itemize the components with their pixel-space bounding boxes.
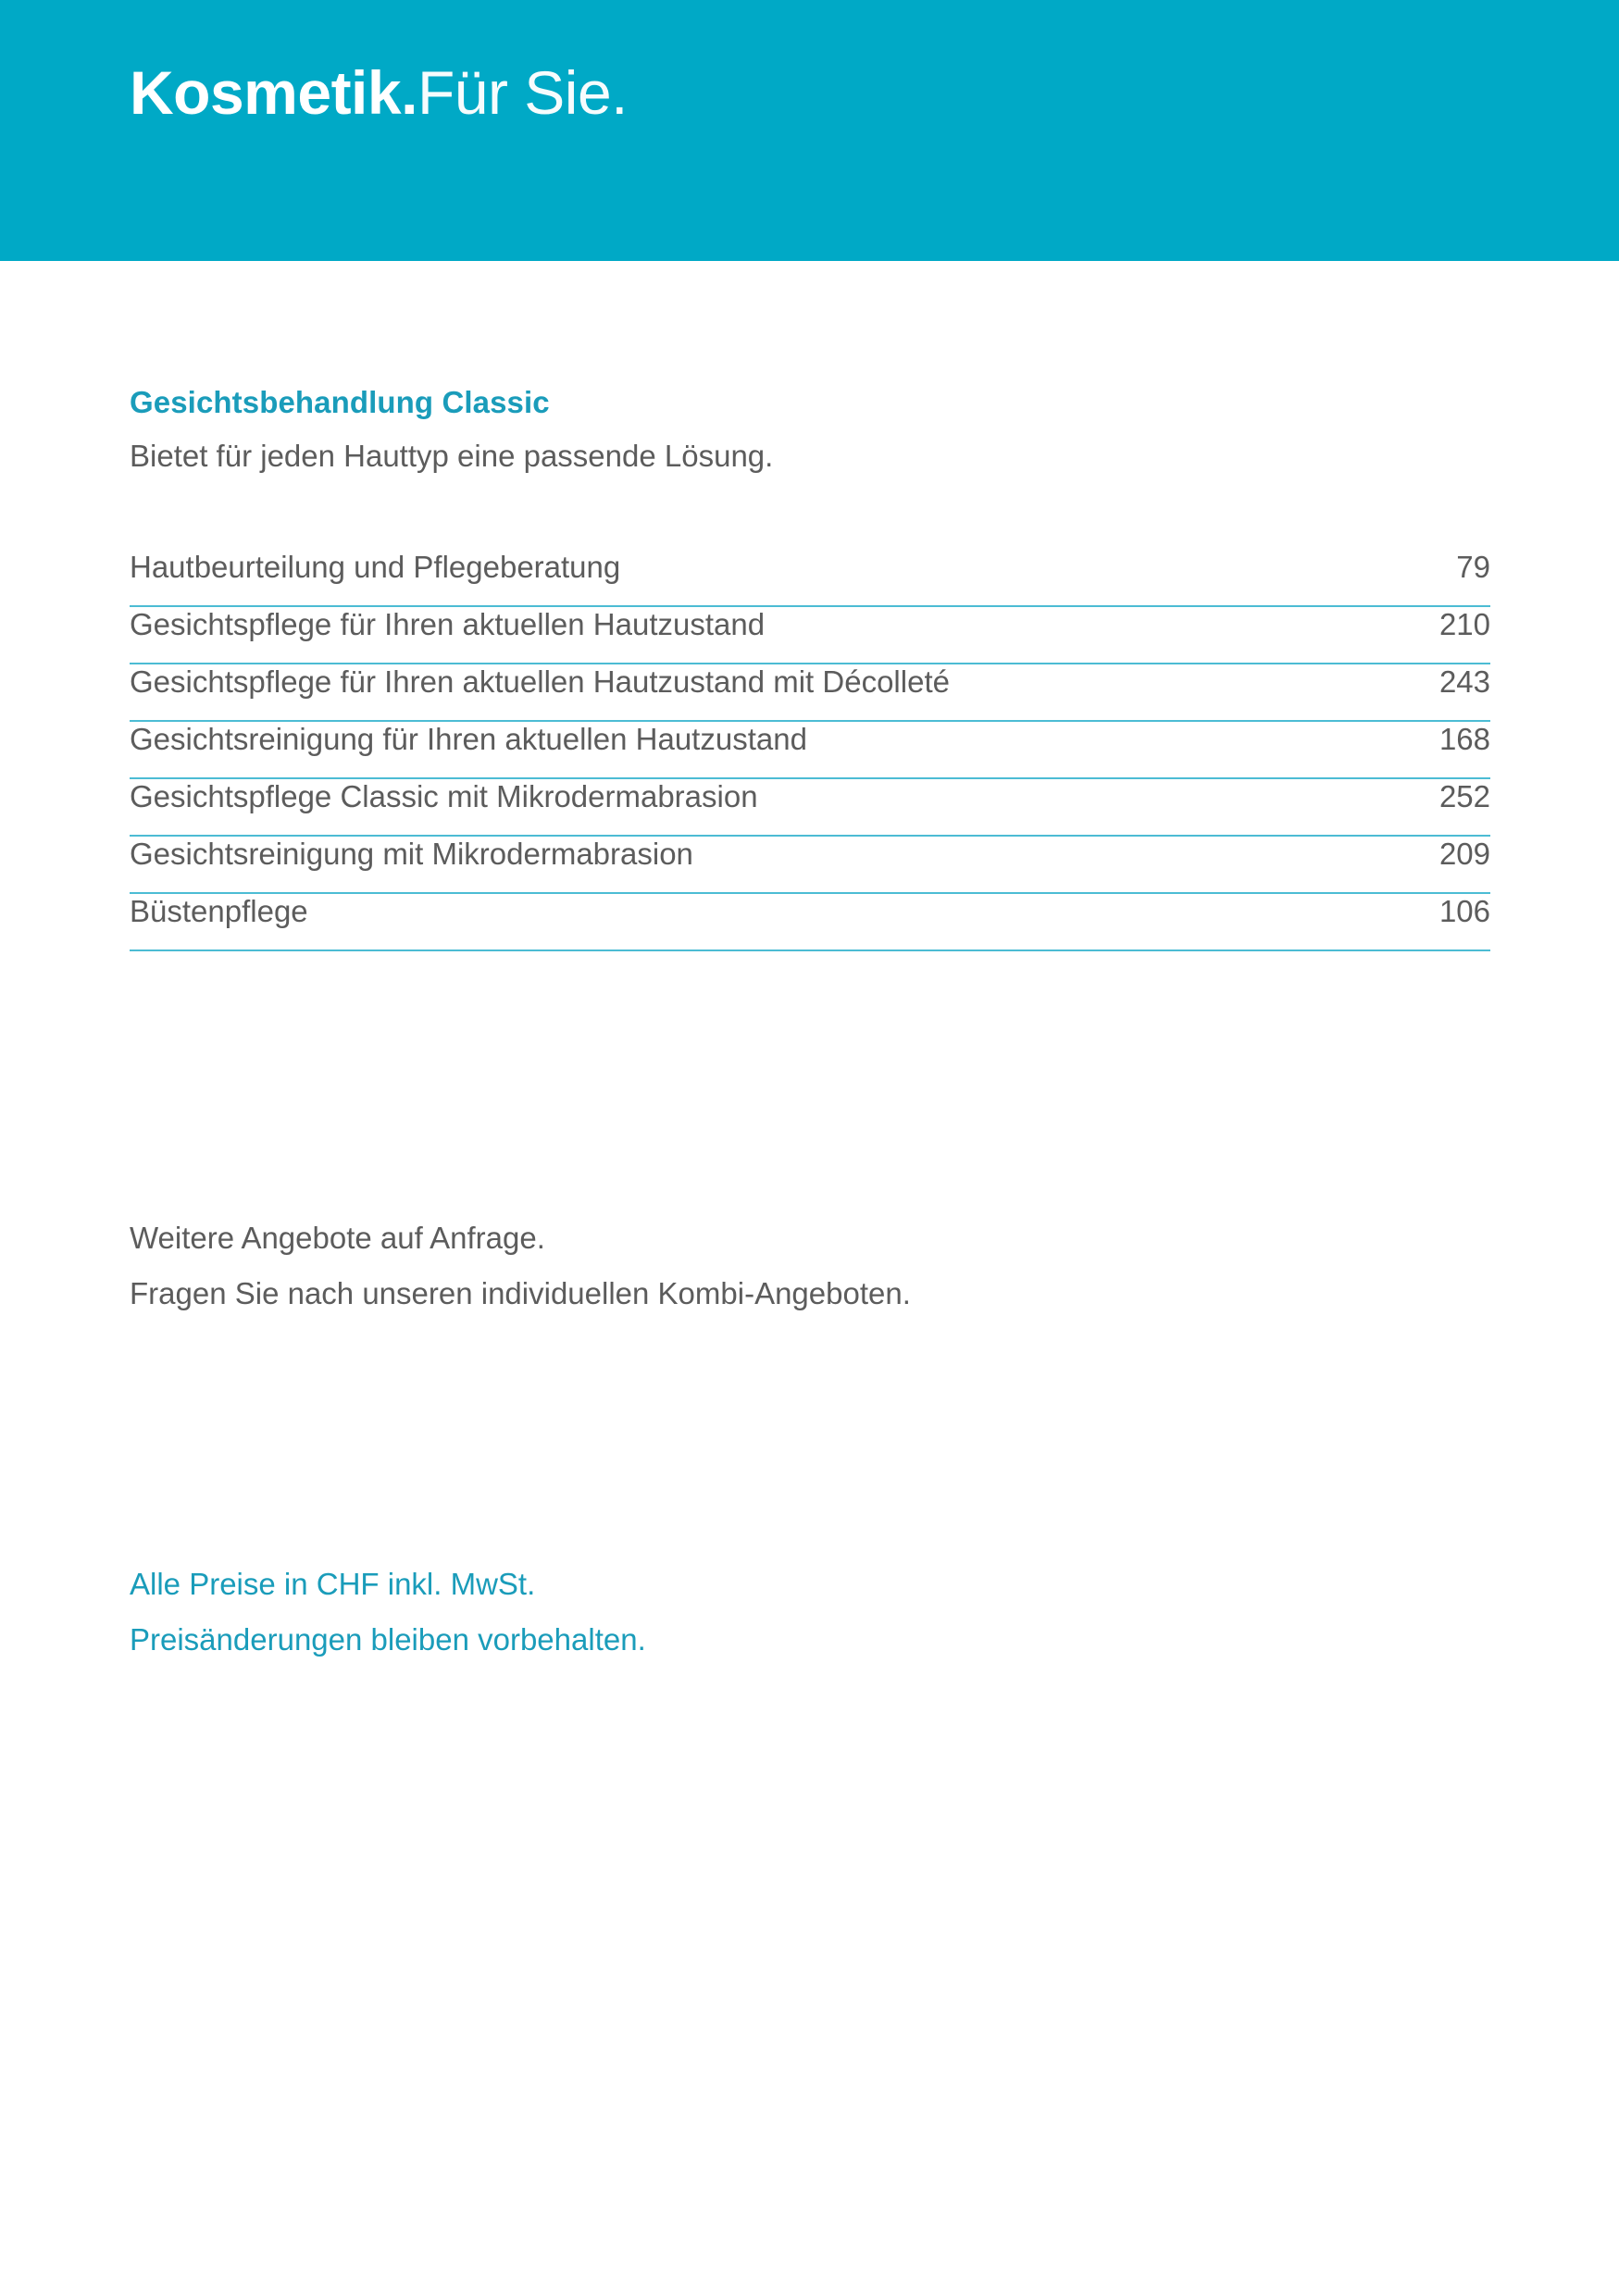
price-disclaimer <box>130 1557 1490 1668</box>
service-name: Büstenpflege <box>130 894 308 928</box>
page-title-strong: Kosmetik. <box>130 58 417 127</box>
price-list <box>130 550 1490 951</box>
disclaimer-line-2: Preisänderungen bleiben vorbehalten. <box>130 1622 646 1657</box>
service-name: Gesichtspflege für Ihren aktuellen Hautzustand mit Décolleté <box>130 664 950 699</box>
service-price: 243 <box>1438 664 1490 699</box>
table-row <box>130 779 1490 837</box>
header-banner <box>0 0 1619 261</box>
section-subtitle: Bietet für jeden Hauttyp eine passende Lösung. <box>130 439 774 473</box>
table-row <box>130 607 1490 664</box>
note-line-1: Weitere Angebote auf Anfrage. <box>130 1221 545 1255</box>
page-title <box>130 54 628 131</box>
disclaimer-line-1: Alle Preise in CHF inkl. MwSt. <box>130 1567 536 1601</box>
service-price: 252 <box>1438 779 1490 813</box>
table-row <box>130 550 1490 607</box>
service-name: Gesichtspflege Classic mit Mikrodermabrasion <box>130 779 758 813</box>
table-row <box>130 664 1490 722</box>
page-title-light: Für Sie. <box>417 58 629 127</box>
additional-notes <box>130 1210 1490 1322</box>
table-row <box>130 894 1490 951</box>
service-price: 106 <box>1438 894 1490 928</box>
service-price: 168 <box>1438 722 1490 756</box>
service-price: 210 <box>1438 607 1490 641</box>
service-price: 209 <box>1438 837 1490 871</box>
table-row <box>130 722 1490 779</box>
table-row <box>130 837 1490 894</box>
note-line-2: Fragen Sie nach unseren individuellen Kombi-Angeboten. <box>130 1276 911 1310</box>
service-name: Gesichtsreinigung für Ihren aktuellen Hautzustand <box>130 722 807 756</box>
service-name: Hautbeurteilung und Pflegeberatung <box>130 550 621 584</box>
service-price: 79 <box>1456 550 1490 584</box>
service-name: Gesichtsreinigung mit Mikrodermabrasion <box>130 837 693 871</box>
section-heading: Gesichtsbehandlung Classic <box>130 385 550 419</box>
service-name: Gesichtspflege für Ihren aktuellen Hautzustand <box>130 607 766 641</box>
